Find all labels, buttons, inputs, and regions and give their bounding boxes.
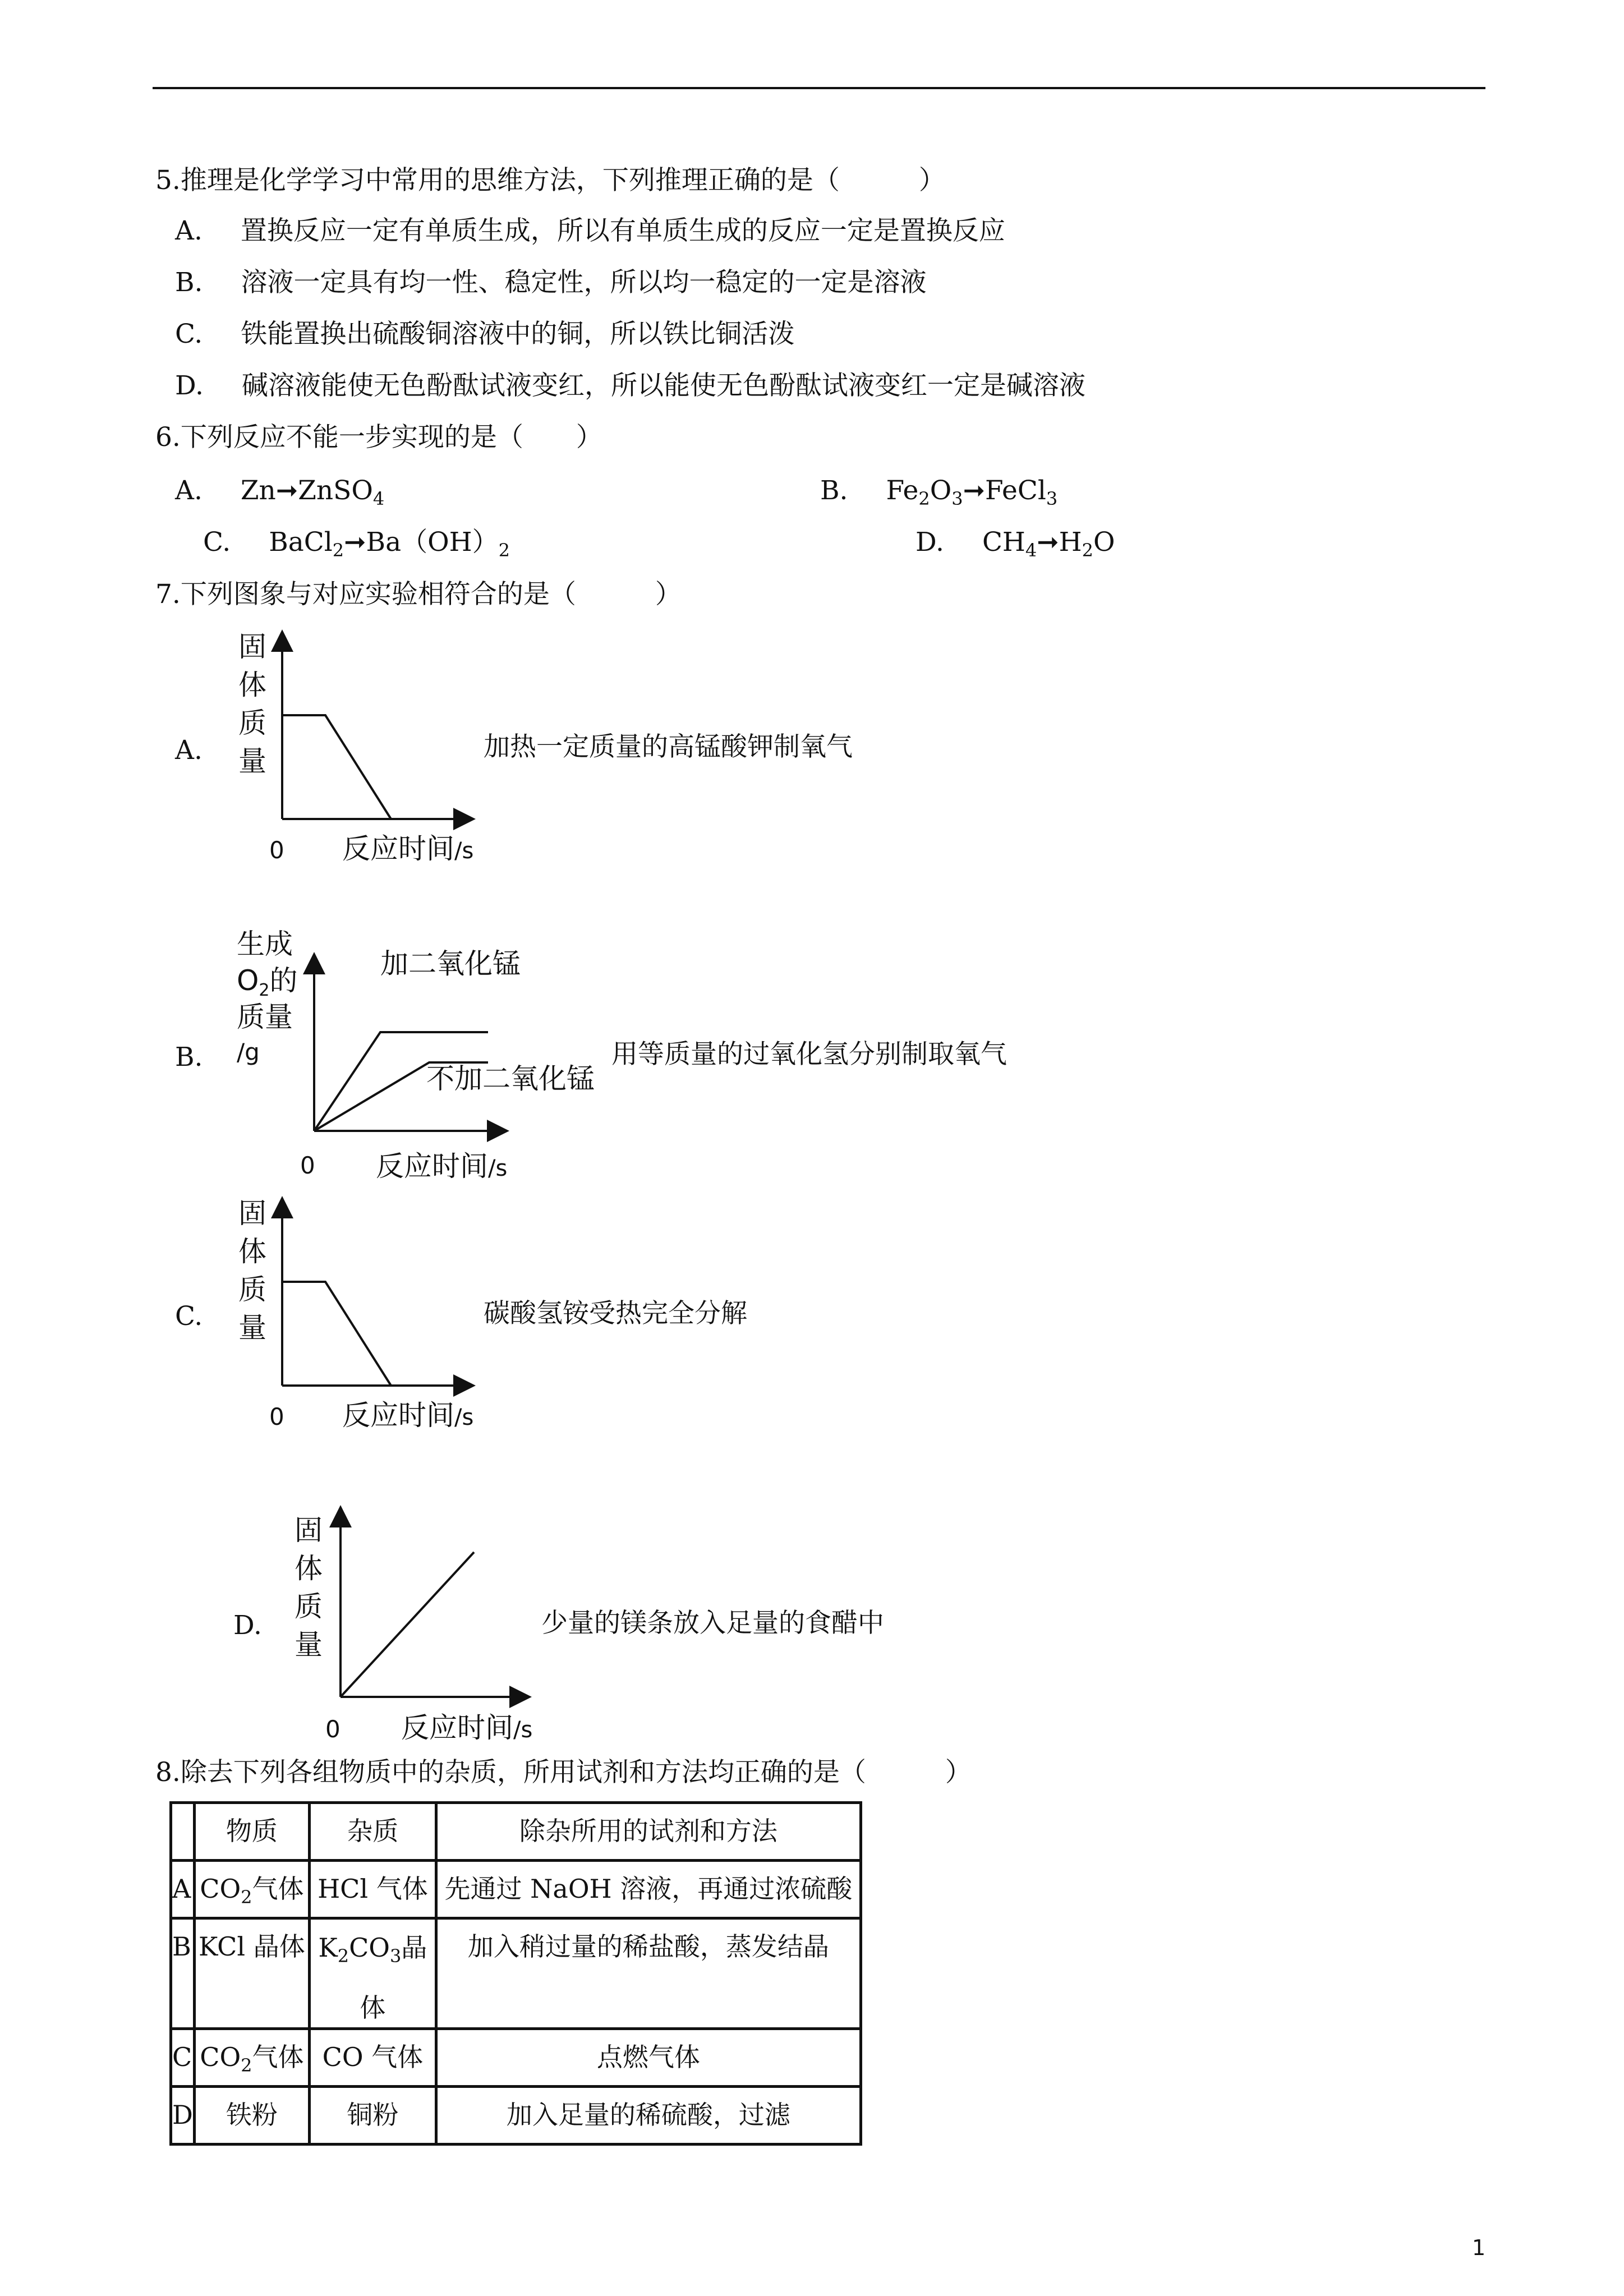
row-label: D [171, 2087, 195, 2145]
substance-cell: $CO_2$气体 [194, 2029, 309, 2087]
q8-table [169, 1801, 862, 2146]
y-label-line: $O_2$的 [237, 964, 298, 1000]
q6-option-d[interactable]: D. $CH_4➞H_2O$ [915, 527, 1115, 561]
y-label-line: 生成 [237, 928, 293, 960]
series-label-with-catalyst: 加二氧化锰 [380, 947, 521, 980]
q5-option-c[interactable]: C. 铁能置换出硫酸铜溶液中的铜，所以铁比铜活泼 [175, 319, 795, 349]
q6-stem: 6.下列反应不能一步实现的是（ ） [155, 422, 602, 453]
method-cell: 先通过 NaOH 溶液，再通过浓硫酸 [436, 1861, 861, 1918]
series-label-without-catalyst: 不加二氧化锰 [426, 1062, 595, 1095]
y-label-char: 体 [295, 1552, 323, 1585]
origin-label: 0 [269, 836, 284, 864]
q7-option-c[interactable]: C. [175, 1301, 203, 1332]
x-unit: /s [454, 1405, 474, 1430]
q5-option-a[interactable]: A. 置换反应一定有单质生成，所以有单质生成的反应一定是置换反应 [175, 215, 1005, 246]
q5-option-d[interactable]: D. 碱溶液能使无色酚酞试液变红，所以能使无色酚酞试液变红一定是碱溶液 [175, 370, 1085, 401]
substance-cell: KCl 晶体 [194, 1918, 309, 2029]
table-header-cell: 杂质 [309, 1803, 436, 1861]
table-row[interactable] [171, 2029, 861, 2087]
q7-desc-a: 加热一定质量的高锰酸钾制氧气 [484, 731, 853, 762]
q7-desc-d: 少量的镁条放入足量的食醋中 [541, 1608, 884, 1639]
impurity-cell: CO 气体 [309, 2029, 436, 2087]
q7-option-b[interactable]: B. [175, 1042, 203, 1073]
q6-option-b[interactable]: B. $Fe_2O_3➞FeCl_3$ [820, 475, 1058, 509]
series-line [341, 1552, 474, 1697]
series-line [282, 1282, 391, 1386]
x-unit: /s [488, 1156, 508, 1181]
table-header-row [171, 1803, 861, 1861]
x-unit: /s [454, 838, 474, 864]
row-label: C [171, 2029, 195, 2087]
q7-desc-c: 碳酸氢铵受热完全分解 [484, 1298, 747, 1329]
q6-option-c[interactable]: C. $BaCl_2➞Ba(OH)_2$ [203, 527, 510, 561]
impurity-cell: $K_2CO_3$晶 体 [309, 1918, 436, 2029]
origin-label: 0 [325, 1715, 341, 1743]
q7-graph-a [224, 623, 482, 881]
table-row[interactable] [171, 1918, 861, 2029]
method-cell: 加入足量的稀硫酸，过滤 [436, 2087, 861, 2145]
impurity-cell: 铜粉 [309, 2087, 436, 2145]
y-label-char: 固 [238, 631, 266, 663]
x-label: 反应时间 [376, 1150, 488, 1182]
x-label: 反应时间 [342, 832, 454, 865]
origin-label: 0 [300, 1152, 315, 1179]
q7-graph-d [280, 1495, 539, 1753]
substance-cell: 铁粉 [194, 2087, 309, 2145]
row-label: B [171, 1918, 195, 2029]
x-label: 反应时间 [401, 1711, 513, 1744]
page-number: 1 [1472, 2235, 1486, 2260]
y-label-char: 质 [295, 1590, 323, 1623]
x-unit: /s [513, 1717, 533, 1743]
y-label-char: 固 [238, 1197, 266, 1230]
x-label: 反应时间 [342, 1399, 454, 1432]
q7-graph-c [224, 1189, 482, 1447]
method-cell: 点燃气体 [436, 2029, 861, 2087]
y-unit: /g [237, 1038, 260, 1066]
y-label-char: 质 [238, 707, 266, 739]
origin-label: 0 [269, 1403, 284, 1430]
impurity-cell: HCl 气体 [309, 1861, 436, 1918]
q5-stem: 5.推理是化学学习中常用的思维方法，下列推理正确的是（ ） [155, 165, 945, 196]
row-label: A [171, 1861, 195, 1918]
q7-option-a[interactable]: A. [175, 735, 203, 766]
arrow-icon: ➞ [344, 527, 366, 558]
y-label-char: 量 [238, 1312, 266, 1344]
q8-stem: 8.除去下列各组物质中的杂质，所用试剂和方法均正确的是（ ） [155, 1757, 972, 1788]
method-cell: 加入稍过量的稀盐酸，蒸发结晶 [436, 1918, 861, 2029]
q7-stem: 7.下列图象与对应实验相符合的是（ ） [155, 579, 682, 610]
y-label-line: 质量 [237, 1001, 293, 1033]
substance-cell: $CO_2$气体 [194, 1861, 309, 1918]
y-label-char: 体 [238, 1235, 266, 1268]
y-label-char: 量 [295, 1628, 323, 1661]
y-label-char: 质 [238, 1273, 266, 1306]
q7-graph-b [224, 920, 595, 1189]
header-rule [153, 87, 1485, 89]
table-header-cell [171, 1803, 195, 1861]
series-line [282, 715, 391, 819]
arrow-icon: ➞ [1037, 527, 1059, 558]
y-label-char: 量 [238, 745, 266, 777]
arrow-icon: ➞ [963, 475, 985, 506]
y-label-char: 体 [238, 669, 266, 701]
arrow-icon: ➞ [275, 475, 298, 506]
table-row[interactable] [171, 2087, 861, 2145]
table-row[interactable] [171, 1861, 861, 1918]
q6-option-a[interactable]: A. Zn➞ZnSO$_4$ [175, 475, 385, 509]
table-header-cell: 除杂所用的试剂和方法 [436, 1803, 861, 1861]
q7-option-d[interactable]: D. [233, 1610, 262, 1641]
q7-desc-b: 用等质量的过氧化氢分别制取氧气 [611, 1039, 1007, 1070]
y-label-char: 固 [295, 1514, 323, 1547]
q5-option-b[interactable]: B. 溶液一定具有均一性、稳定性，所以均一稳定的一定是溶液 [175, 267, 927, 298]
table-header-cell: 物质 [194, 1803, 309, 1861]
